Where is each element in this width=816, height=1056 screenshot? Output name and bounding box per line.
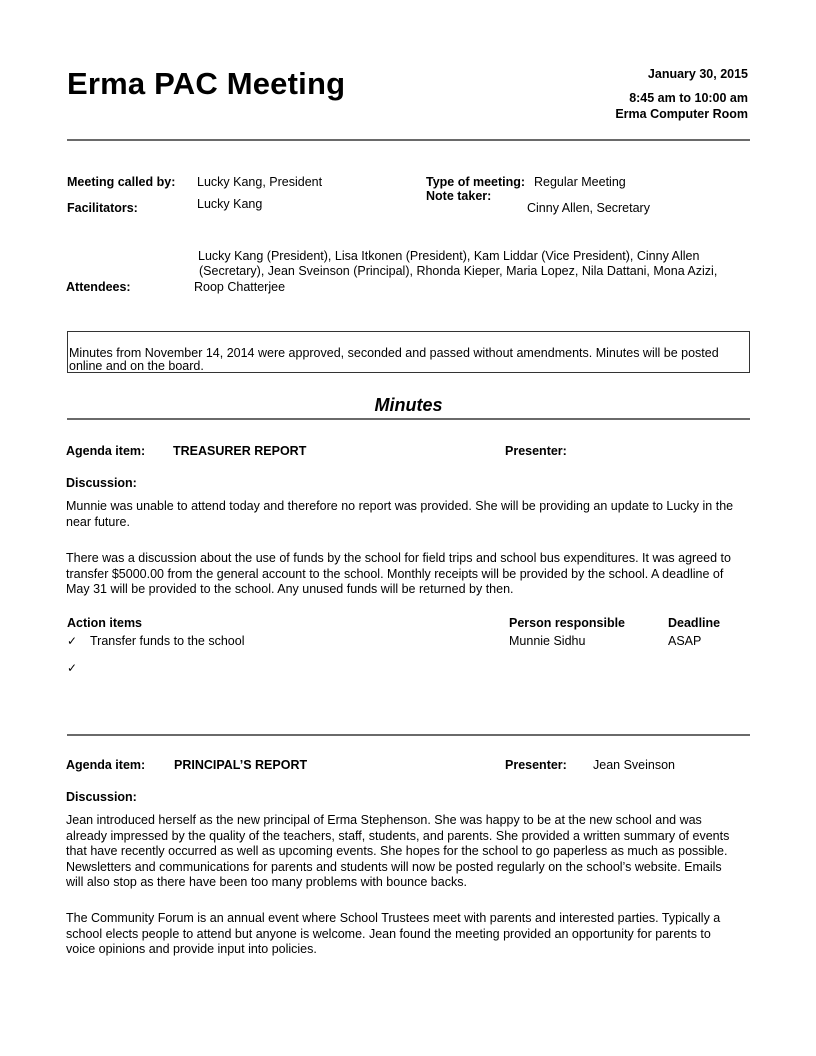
presenter-value: Jean Sveinson [593, 758, 676, 772]
minutes-heading: Minutes [374, 395, 443, 415]
note-taker-value: Cinny Allen, Secretary [527, 201, 650, 215]
paragraph-line: Jean introduced herself as the new principal of Erma Stephenson. She was happy to be at the new school and was [66, 813, 702, 827]
minutes-divider [67, 418, 750, 420]
check-icon: ✓ [67, 661, 78, 675]
check-icon: ✓ [67, 634, 78, 648]
paragraph-line: The Community Forum is an annual event where School Trustees meet with parents and interested parties. Typically a [66, 911, 721, 925]
attendees-line: Lucky Kang (President), Lisa Itkonen (President), Kam Liddar (Vice President), Cinny Allen [198, 249, 700, 263]
meeting-type-label: Type of meeting: [426, 175, 526, 189]
meeting-time: 8:45 am to 10:00 am [629, 91, 748, 105]
person-responsible-label: Person responsible [509, 616, 626, 630]
agenda-item-title: TREASURER REPORT [173, 444, 307, 458]
presenter-label: Presenter: [505, 444, 567, 458]
meeting-date: January 30, 2015 [647, 67, 748, 81]
paragraph-line: There was a discussion about the use of funds by the school for field trips and school bus expenditures. It was agreed to [66, 551, 731, 565]
meeting-type-value: Regular Meeting [534, 175, 626, 189]
agenda-item-label: Agenda item: [66, 444, 146, 458]
note-taker-label: Note taker: [426, 189, 492, 203]
approval-note-line: Minutes from November 14, 2014 were approved, seconded and passed without amendments. Minutes will be posted [69, 346, 719, 360]
discussion-paragraph [66, 499, 733, 530]
header-divider [67, 139, 750, 141]
paragraph-line: Munnie was unable to attend today and therefore no report was provided. She will be providing an update to Lucky in the [66, 499, 734, 513]
discussion-paragraph [66, 911, 720, 958]
presenter-label: Presenter: [505, 758, 567, 772]
discussion-label: Discussion: [66, 790, 137, 804]
discussion-paragraph [66, 551, 731, 598]
discussion-paragraph [66, 813, 729, 891]
paragraph-line: Newsletters and communications for parents and students will now be posted regularly on the school’s website. Emails [66, 859, 722, 874]
paragraph-line: that have recently occurred as well as upcoming events. She hopes for the school to go paperless as much as possible. [66, 844, 728, 858]
attendees-label: Attendees: [66, 280, 131, 294]
agenda-divider [67, 734, 750, 736]
agenda-item-title: PRINCIPAL’S REPORT [174, 758, 308, 772]
paragraph-line: transfer $5000.00 from the general account to the school. Monthly receipts will be provided by the school. A deadline of [66, 566, 724, 581]
attendees-line: (Secretary), Jean Sveinson (Principal), Rhonda Kieper, Maria Lopez, Nila Dattani, Mona Azizi, [199, 264, 718, 278]
discussion-label: Discussion: [66, 476, 137, 490]
paragraph-line: school elects people to attend but anyone is welcome. Jean found the meeting provided an opportunity for parents to [66, 926, 711, 941]
deadline-label: Deadline [668, 616, 721, 630]
facilitators-value: Lucky Kang [197, 197, 263, 211]
meeting-location: Erma Computer Room [615, 107, 748, 121]
action-item-person: Munnie Sidhu [509, 634, 586, 648]
paragraph-line: May 31 will be provided to the school. Any unused funds will be returned by then. [66, 582, 514, 596]
called-by-value: Lucky Kang, President [197, 175, 323, 189]
paragraph-line: will also stop as there have been too many problems with bounce backs. [66, 875, 467, 889]
approval-note-line: online and on the board. [69, 359, 204, 373]
action-item-text: Transfer funds to the school [90, 634, 245, 648]
action-item-deadline: ASAP [668, 634, 702, 648]
called-by-label: Meeting called by: [67, 175, 176, 189]
page-title: Erma PAC Meeting [67, 66, 346, 101]
paragraph-line: already impressed by the quality of the teachers, staff, students, and parents. She provided a written summary of events [66, 828, 730, 843]
agenda-item-label: Agenda item: [66, 758, 146, 772]
attendees-line: Roop Chatterjee [194, 280, 286, 294]
facilitators-label: Facilitators: [67, 201, 138, 215]
paragraph-line: near future. [66, 514, 130, 529]
approval-note-box [67, 331, 750, 373]
action-items-label: Action items [67, 616, 143, 630]
paragraph-line: voice opinions and provide input into policies. [66, 942, 317, 956]
